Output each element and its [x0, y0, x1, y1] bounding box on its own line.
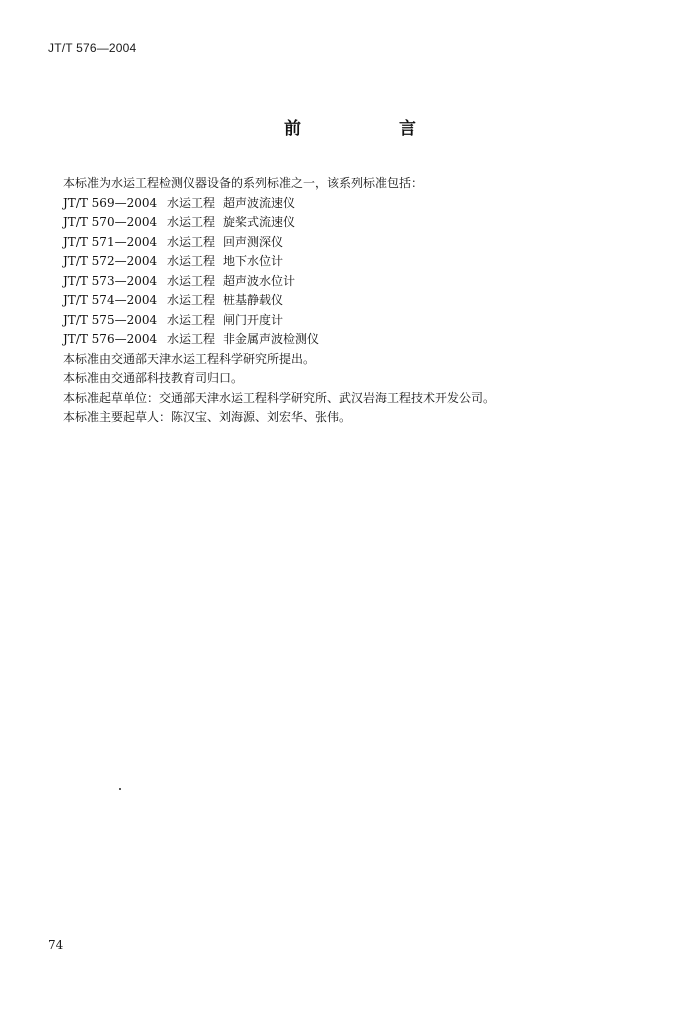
drafters-statement: 本标准主要起草人：陈汉宝、刘海源、刘宏华、张伟。	[63, 410, 352, 424]
standard-item	[63, 291, 663, 311]
document-code: JT/T 576—2004	[48, 41, 137, 55]
standard-code: JT/T 575—2004	[63, 312, 158, 327]
standard-item	[63, 194, 663, 214]
standard-field: 水运工程	[167, 254, 216, 268]
administration-statement: 本标准由交通部科技教育司归口。	[63, 371, 244, 385]
proposer-statement: 本标准由交通部天津水运工程科学研究所提出。	[63, 351, 316, 366]
standard-code: JT/T 572—2004	[63, 254, 158, 268]
standard-item	[63, 233, 663, 253]
standard-name: 地下水位计	[223, 254, 284, 268]
standard-code: JT/T 569—2004	[63, 195, 158, 210]
standard-item	[63, 330, 663, 350]
foreword-body	[63, 174, 663, 428]
page-title: 前 言	[284, 119, 462, 139]
standard-code: JT/T 576—2004	[63, 332, 158, 346]
standard-name: 超声波水位计	[223, 273, 296, 288]
standard-field: 水运工程	[167, 234, 216, 249]
statements-list	[63, 350, 663, 428]
standard-code: JT/T 570—2004	[63, 215, 158, 229]
standard-field: 水运工程	[167, 195, 216, 210]
standard-field: 水运工程	[167, 312, 216, 327]
standard-item	[63, 311, 663, 331]
standard-code: JT/T 573—2004	[63, 273, 158, 288]
drafting-unit-statement: 本标准起草单位：交通部天津水运工程科学研究所、武汉岩海工程技术开发公司。	[63, 390, 496, 405]
standards-list	[63, 194, 663, 350]
page-number: 74	[48, 938, 64, 952]
standard-code: JT/T 571—2004	[63, 234, 158, 249]
standard-name: 非金属声波检测仪	[223, 332, 320, 346]
standard-name: 桩基静载仪	[223, 293, 284, 307]
standard-field: 水运工程	[167, 332, 216, 346]
standard-code: JT/T 574—2004	[63, 293, 158, 307]
standard-item	[63, 272, 663, 292]
scan-speck	[119, 788, 121, 790]
standard-name: 闸门开度计	[223, 312, 284, 327]
intro-paragraph: 本标准为水运工程检测仪器设备的系列标准之一，该系列标准包括：	[63, 176, 424, 190]
standard-field: 水运工程	[167, 293, 216, 307]
standard-name: 旋桨式流速仪	[223, 215, 296, 229]
standard-name: 超声波流速仪	[223, 195, 296, 210]
standard-item	[63, 213, 663, 233]
standard-field: 水运工程	[167, 215, 216, 229]
standard-name: 回声测深仪	[223, 234, 284, 249]
standard-item	[63, 252, 663, 272]
standard-field: 水运工程	[167, 273, 216, 288]
